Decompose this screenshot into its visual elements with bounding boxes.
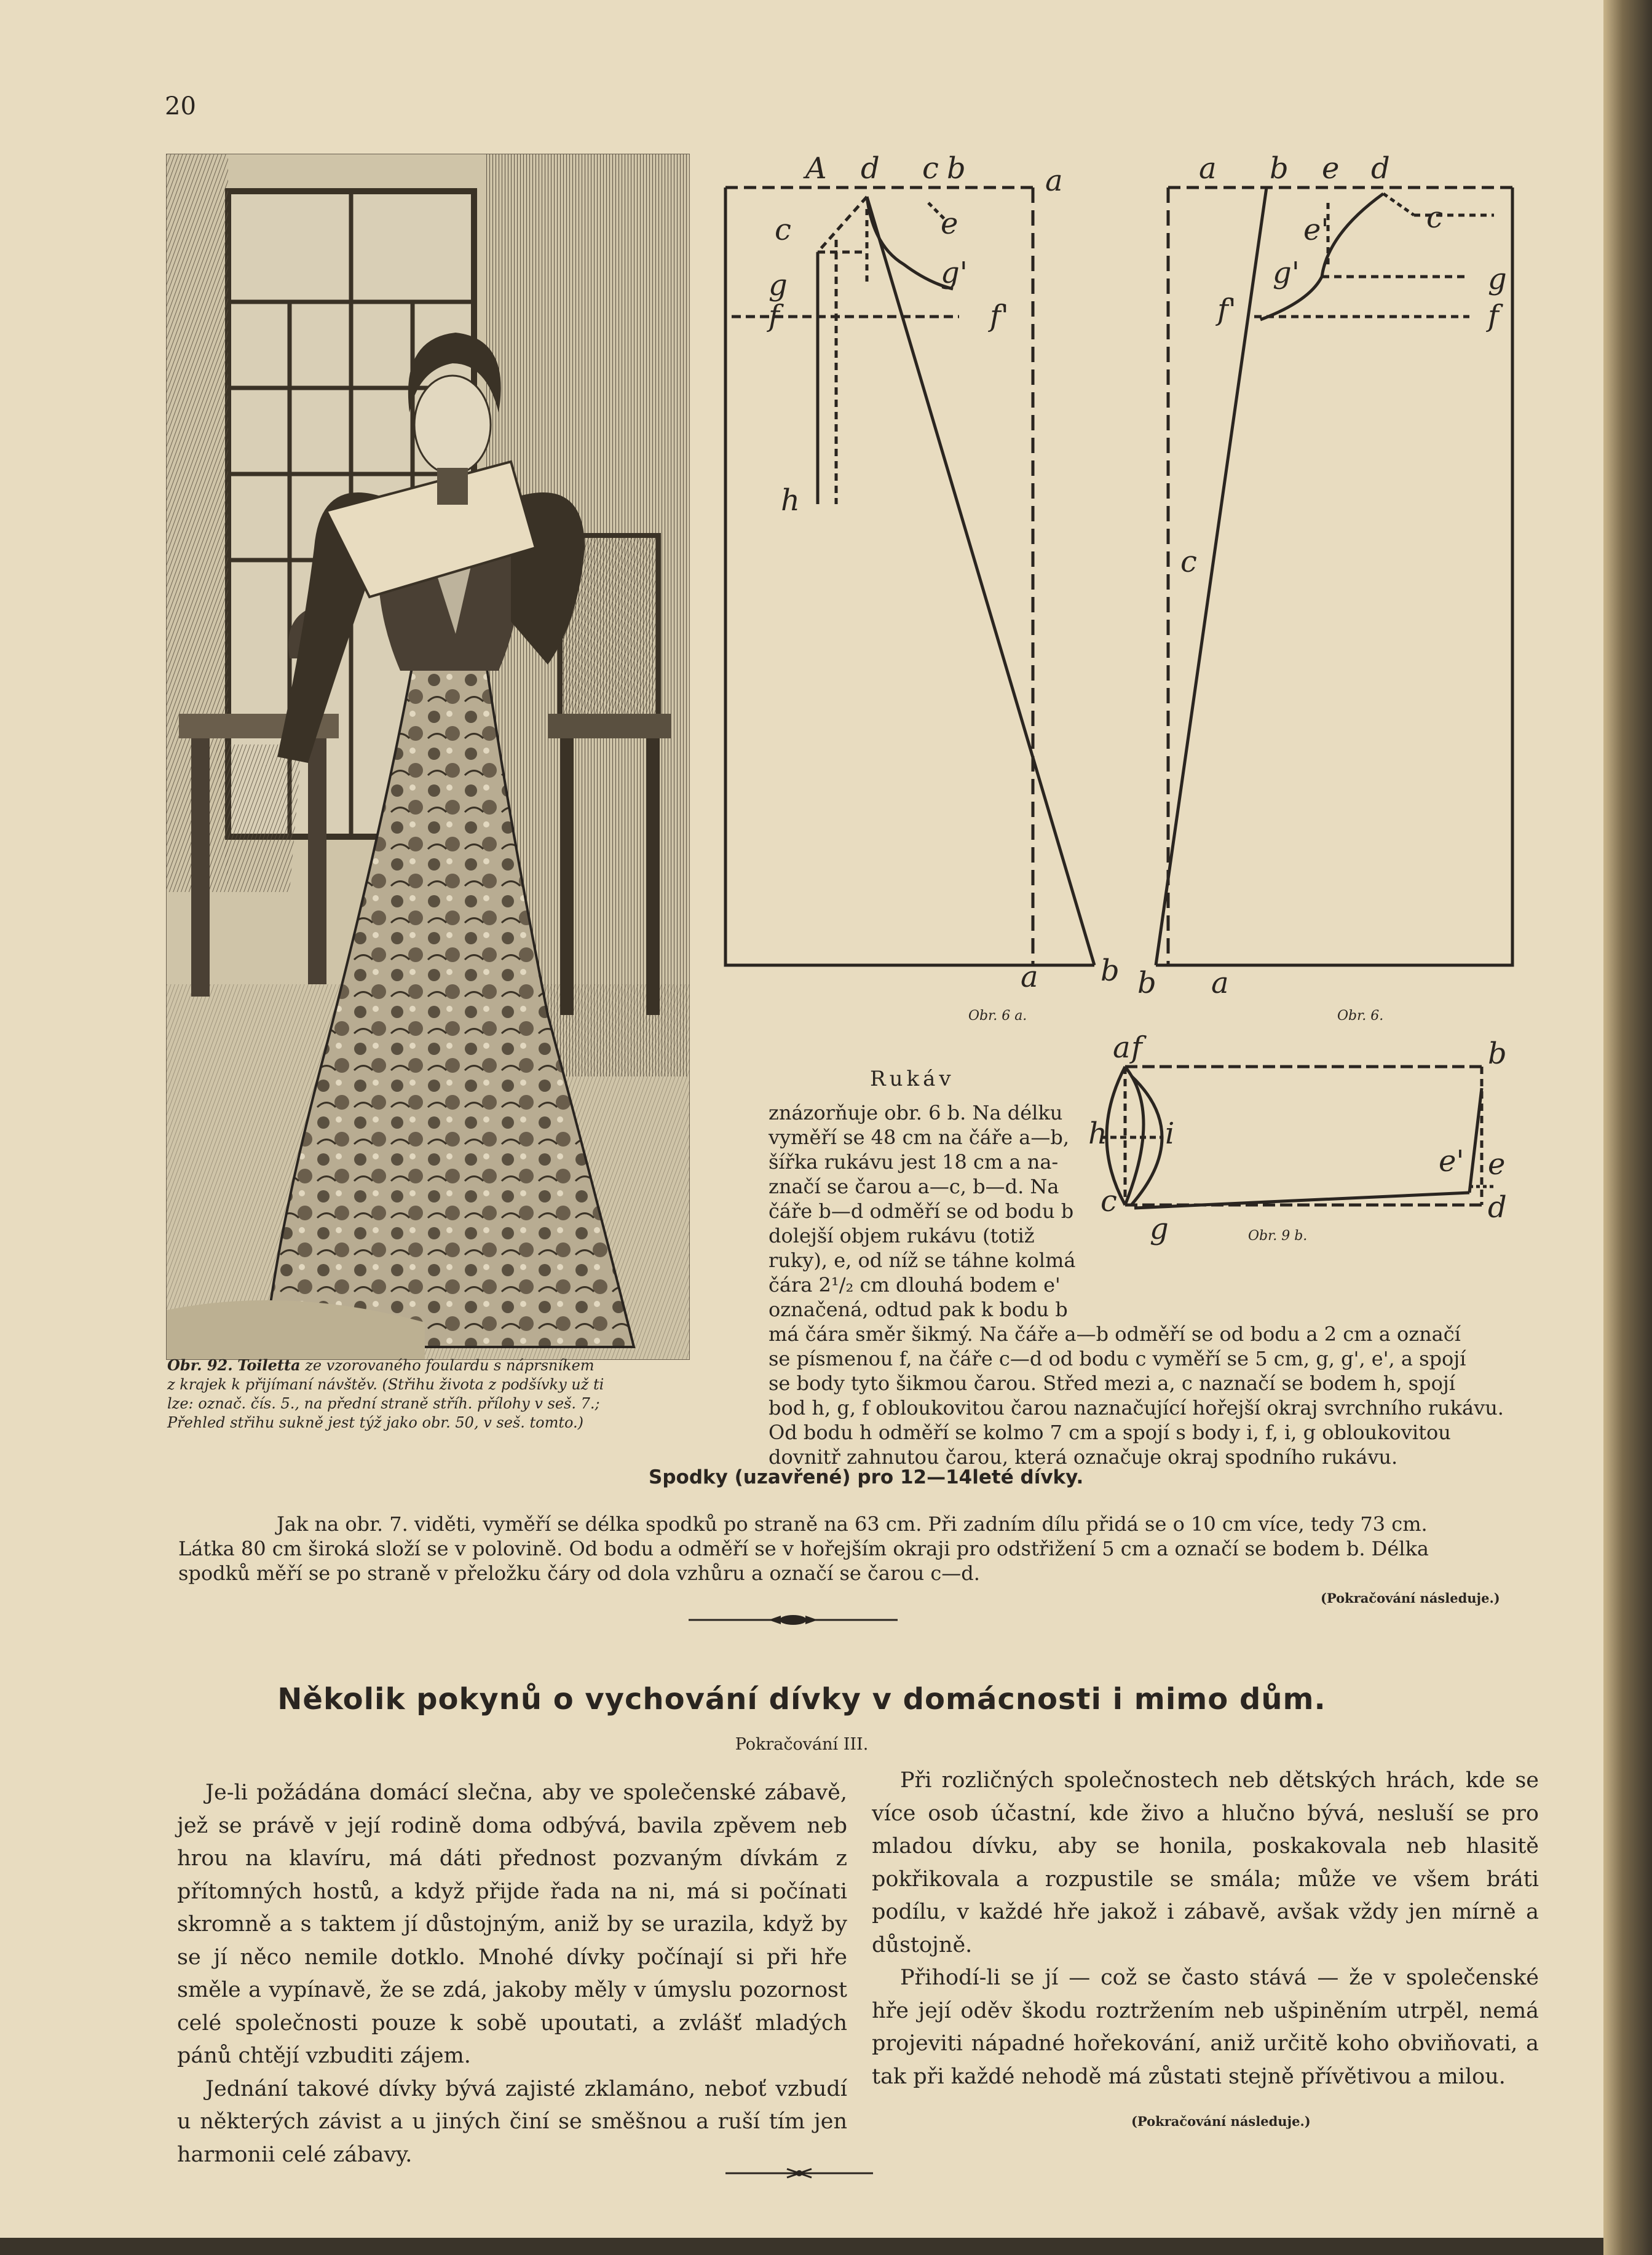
sleeve-text-line: označená, odtud pak k bodu b (769, 1298, 1068, 1321)
lady-in-gown-engraving (167, 154, 689, 1359)
sleeve-section-title: Rukáv (870, 1067, 955, 1091)
diagram-label: A (805, 151, 827, 186)
diagram-9b-caption: Obr. 9 b. (1248, 1228, 1308, 1244)
diagram-label: e (1322, 151, 1340, 186)
book-spine-edge (1603, 0, 1652, 2255)
diagram-label: c (1180, 545, 1197, 579)
article-subtitle: Pokračování III. (735, 1735, 869, 1754)
diagram-label: f (769, 299, 780, 333)
diagram-label: a (1021, 960, 1038, 994)
article-paragraph: Při rozličných společnostech neb dětských hrách, kde se více osob účastní, kde živo a hlučno bývá, nesluší se pro mladou dívku, aby se honila, poskakovala neb hlasitě pokřikovala a rozpustile se smála; může ve všem bráti podílu, v každé hře jakož i zábavě, avšak vždy jen mírně a důstojně. (872, 1768, 1539, 1957)
ornamental-divider (689, 1611, 898, 1629)
pattern-diagram-6 (1125, 141, 1531, 996)
spodky-continuation-note: (Pokračování následuje.) (1321, 1590, 1500, 1606)
diagram-label: f (1131, 1030, 1142, 1065)
sleeve-text-line: ruky), e, od níž se táhne kolmá (769, 1249, 1076, 1272)
figure-92-caption-line: lze: označ. čís. 5., na přední straně stříh. přílohy v seš. 7.; (167, 1395, 600, 1412)
diagram-label: f' (1217, 293, 1236, 327)
article-paragraph: Je-li požádána domácí slečna, aby ve společenské zábavě, jež se právě v její rodině doma odbývá, bavila zpěvem neb hrou na klavíru, má dáti přednost pozvaným dívkám z přítomných hostů, a když přijde řada na ni, má si počínati skromně a s taktem jí důstojným, aniž by se urazila, když by se jí něco nemile dotklo. Mnohé dívky počínají si při hře směle a vypínavě, že se zdá, jakoby měly v úmyslu pozornost celé společnosti pouze k sobě upoutati, a zvlášť mladých pánů chtějí vzbuditi zájem. (177, 1780, 847, 2068)
article-continuation-note: (Pokračování následuje.) (1131, 2114, 1311, 2129)
diagram-label: g (1488, 262, 1507, 296)
sleeve-text-line: vyměří se 48 cm na čáře a—b, (769, 1126, 1069, 1149)
sleeve-text-line: bod h, g, f obloukovitou čarou naznačující hořejší okraj svrchního rukávu. (769, 1396, 1504, 1420)
diagram-label: b (1101, 954, 1120, 988)
sleeve-text-line: dolejší objem rukávu (totiž (769, 1224, 1035, 1247)
diagram-label: c (1426, 200, 1443, 235)
page-number: 20 (165, 92, 196, 120)
ornamental-divider (725, 2164, 873, 2182)
figure-92-caption-line: z krajek k přijímaní návštěv. (Střihu života z podšívky už ti (167, 1376, 604, 1393)
article-title: Několik pokynů o vychování dívky v domácnosti i mimo dům. (277, 1682, 1326, 1716)
diagram-6a-caption: Obr. 6 a. (968, 1008, 1027, 1024)
diagram-label: a (1113, 1030, 1131, 1065)
sleeve-text-line: dovnitř zahnutou čarou, která označuje okraj spodního rukávu. (769, 1445, 1398, 1469)
diagram-label: h (1088, 1116, 1107, 1151)
sleeve-text-line: má čára směr šikmý. Na čáře a—b odměří se od bodu a 2 cm a označí (769, 1322, 1461, 1346)
article-right-column (872, 1764, 1539, 2093)
diagram-label: e' (1303, 213, 1329, 247)
diagram-label: b (1488, 1037, 1507, 1071)
diagram-label: a (1211, 966, 1229, 996)
diagram-label: f' (990, 299, 1009, 333)
diagram-label: g' (941, 256, 968, 290)
spodky-heading: Spodky (uzavřené) pro 12—14leté dívky. (649, 1466, 1084, 1488)
article-paragraph: Jednání takové dívky bývá zajisté zklamáno, neboť vzbudí u některých závist a u jiných činí se směšnou a ruší tím jen harmonii celé zábavy. (177, 2076, 847, 2167)
diagram-label: e (1488, 1147, 1506, 1182)
sleeve-text-line: čáře b—d odměří se od bodu b (769, 1199, 1074, 1223)
fashion-illustration (166, 154, 690, 1360)
page-bottom-edge (0, 2238, 1603, 2255)
figure-92-caption-line: Přehled střihu sukně jest týž jako obr. 50, v seš. tomto.) (167, 1414, 583, 1431)
diagram-label: c (922, 151, 939, 186)
spodky-text-line: Látka 80 cm široká složí se v polovině. Od bodu a odměří se v hořejším okraji pro odstřižení 5 cm a označí se bodem b. Délka (178, 1537, 1429, 1560)
sleeve-text-line: se písmenou f, na čáře c—d od bodu c vyměří se 5 cm, g, g', e', a spojí (769, 1347, 1466, 1370)
figure-92-label: Obr. 92. (167, 1356, 233, 1374)
diagram-label: d (1371, 151, 1390, 186)
diagram-label: d (1488, 1190, 1507, 1225)
sleeve-text-line: čára 2¹/₂ cm dlouhá bodem e' (769, 1273, 1061, 1297)
diagram-label: d (861, 151, 880, 186)
diagram-label: b (947, 151, 966, 186)
diagram-label: i (1165, 1116, 1175, 1151)
figure-92-caption (167, 1356, 684, 1432)
diagram-label: f (1488, 299, 1499, 333)
sleeve-diagram-9b (1088, 1027, 1531, 1248)
diagram-label: b (1270, 151, 1289, 186)
diagram-label: c (775, 213, 791, 247)
sleeve-text-line: se body tyto šikmou čarou. Střed mezi a, c naznačí se bodem h, spojí (769, 1372, 1455, 1395)
diagram-label: c (1101, 1184, 1117, 1218)
diagram-label: a (1045, 164, 1063, 198)
diagram-label: h (781, 483, 800, 518)
sleeve-text-line: Od bodu h odměří se kolmo 7 cm a spojí s body i, f, i, g obloukovitou (769, 1421, 1451, 1444)
sleeve-text-line: šířka rukávu jest 18 cm a na- (769, 1150, 1059, 1174)
figure-92-caption-line: ze vzorovaného foulardu s náprsníkem (305, 1357, 595, 1374)
diagram-label: g (1150, 1212, 1169, 1246)
diagram-label: e (941, 207, 958, 241)
pattern-diagram-6a (695, 141, 1125, 996)
diagram-6-caption: Obr. 6. (1337, 1008, 1384, 1024)
article-left-column (177, 1777, 847, 2171)
spodky-text-line: spodků měří se po straně v přeložku čáry od dola vzhůru a označí se čarou c—d. (178, 1562, 980, 1585)
spodky-text-line: Jak na obr. 7. viděti, vyměří se délka spodků po straně na 63 cm. Při zadním dílu přidá se o 10 cm více, tedy 73 cm. (277, 1512, 1428, 1536)
figure-92-name: Toiletta (237, 1356, 301, 1374)
diagram-label: g (769, 268, 788, 302)
sleeve-text-line: značí se čarou a—c, b—d. Na (769, 1175, 1059, 1198)
diagram-label: g' (1273, 256, 1300, 290)
sleeve-text-line: znázorňuje obr. 6 b. Na délku (769, 1101, 1063, 1124)
diagram-label: b (1137, 966, 1156, 996)
diagram-label: a (1199, 151, 1217, 186)
article-paragraph: Přihodí-li se jí — což se často stává — že v společenské hře její oděv škodu roztržením neb ušpiněním utrpěl, nemá projeviti nápadné hořekování, aniž určitě koho obviňovati, a tak při každé nehodě má zůstati stejně přívětivou a milou. (872, 1965, 1539, 2089)
diagram-label: e' (1439, 1144, 1464, 1179)
